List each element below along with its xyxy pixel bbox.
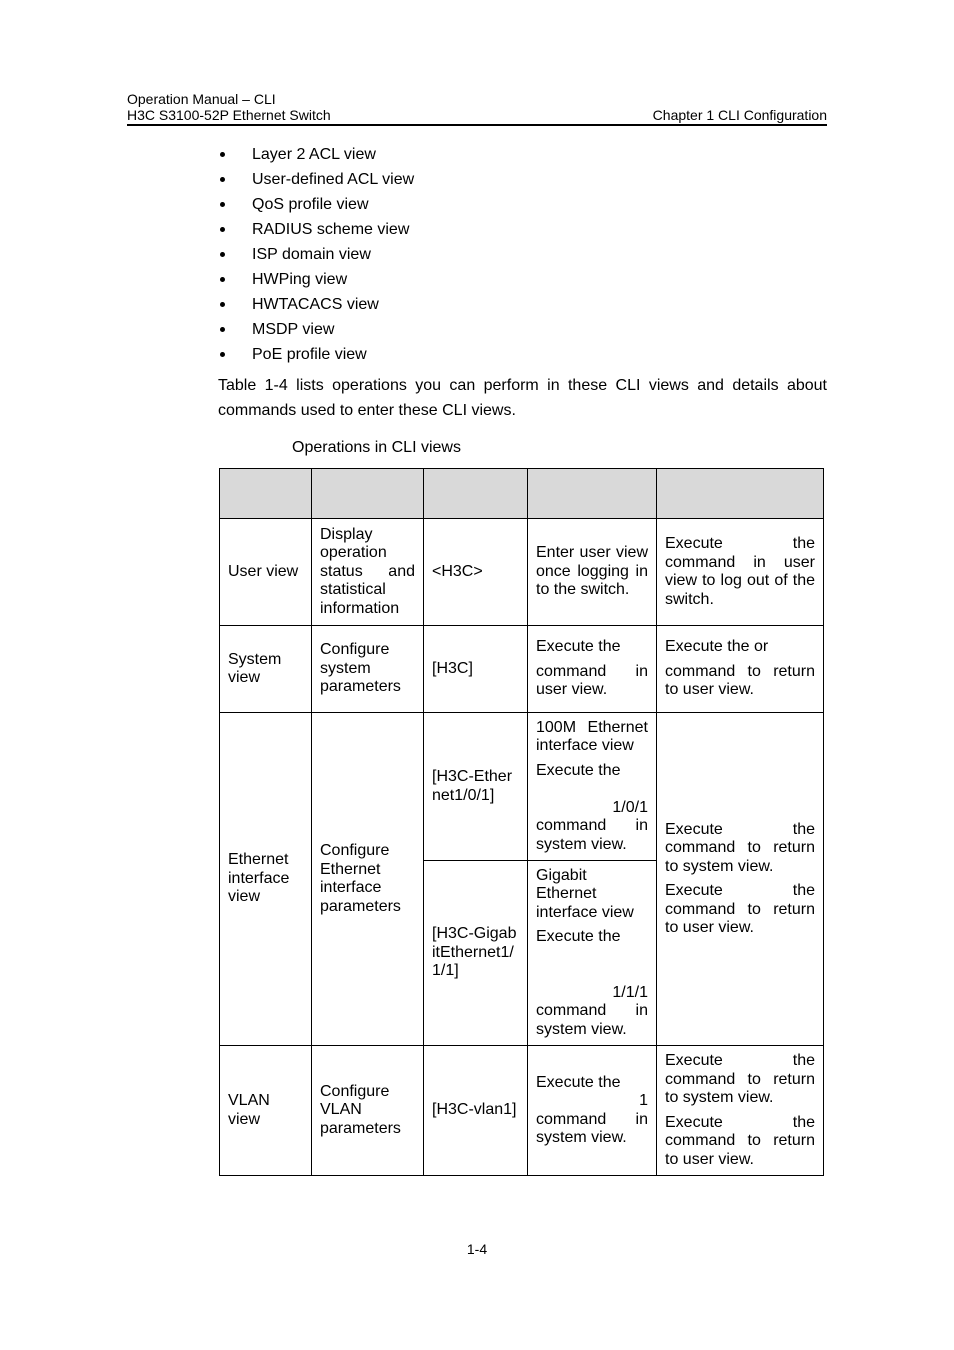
- list-item: [218, 192, 414, 217]
- table-row: [220, 713, 824, 861]
- cell-quit: Execute the command in user view to log out of the switch.: [657, 519, 824, 626]
- enter-command-text: Execute the: [536, 928, 621, 946]
- view-list: [218, 142, 414, 367]
- list-item-label: MSDP view: [252, 321, 335, 338]
- list-item-label: ISP domain view: [252, 246, 371, 263]
- cell-quit: [657, 626, 824, 713]
- list-item-label: User-defined ACL view: [252, 171, 415, 188]
- bullet-icon: [220, 227, 225, 232]
- header-product-name: H3C S3100-52P Ethernet Switch: [127, 107, 331, 123]
- cell-view: VLAN view: [220, 1046, 312, 1176]
- quit-command-text: Execute the command to return to user view.: [665, 1113, 815, 1168]
- list-item-label: Layer 2 ACL view: [252, 146, 376, 163]
- table-row: [220, 519, 824, 626]
- bullet-icon: [220, 352, 225, 357]
- header-cell: [528, 469, 657, 519]
- header-chapter: Chapter 1 CLI Configuration: [652, 107, 827, 123]
- cell-enter: [528, 1046, 657, 1176]
- enter-interface-number: 1/1/1: [612, 983, 648, 1001]
- enter-interface-title: Gigabit Ethernet interface view: [536, 866, 634, 921]
- list-item: [218, 267, 414, 292]
- intro-paragraph: Table 1-4 lists operations you can perform in these CLI views and details about commands used to enter these CLI views.: [218, 377, 827, 419]
- cell-prompt: <H3C>: [424, 519, 528, 626]
- page-number: 1-4: [466, 1241, 488, 1257]
- quit-command-text: command to return to user view.: [665, 662, 815, 699]
- cell-quit: [657, 1046, 824, 1176]
- cell-prompt: [H3C-vlan1]: [424, 1046, 528, 1176]
- enter-interface-number: 1/0/1: [612, 798, 648, 816]
- cell-operation: Configure system parameters: [312, 626, 424, 713]
- cell-enter: Enter user view once logging in to the switch.: [528, 519, 657, 626]
- enter-interface-title: 100M Ethernet interface view: [536, 718, 648, 755]
- enter-command-text: command in system view.: [536, 1002, 648, 1038]
- list-item: [218, 142, 414, 167]
- list-item: [218, 242, 414, 267]
- quit-command-text: Execute the command to return to system view.: [665, 1052, 815, 1106]
- cell-quit: [657, 713, 824, 1046]
- cell-view: User view: [220, 519, 312, 626]
- header-cell: [657, 469, 824, 519]
- header-rule: [127, 124, 827, 126]
- bullet-icon: [220, 152, 225, 157]
- cell-prompt: [H3C]: [424, 626, 528, 713]
- quit-command-text: Execute the or: [665, 638, 769, 656]
- header-cell: [220, 469, 312, 519]
- table-row: [220, 1046, 824, 1176]
- enter-command-text: command in system view.: [536, 817, 648, 853]
- bullet-icon: [220, 252, 225, 257]
- cell-enter: [528, 861, 657, 1046]
- header-manual-title: Operation Manual – CLI: [127, 91, 276, 107]
- bullet-icon: [220, 177, 225, 182]
- cell-prompt: [H3C-GigabitEthernet1/1/1]: [424, 861, 528, 1046]
- enter-command-text: Execute the: [536, 1073, 621, 1091]
- enter-command-text: Execute the: [536, 638, 621, 656]
- bullet-icon: [220, 327, 225, 332]
- enter-command-text: Execute the: [536, 761, 621, 779]
- list-item: [218, 292, 414, 317]
- bullet-icon: [220, 202, 225, 207]
- list-item-label: RADIUS scheme view: [252, 221, 410, 238]
- enter-command-text: command in user view.: [536, 662, 648, 699]
- enter-command-text: command in system view.: [536, 1110, 648, 1146]
- cell-operation: Configure Ethernet interface parameters: [312, 713, 424, 1046]
- bullet-icon: [220, 277, 225, 282]
- list-item: [218, 167, 414, 192]
- cell-operation: Display operation status and statistical information: [312, 519, 424, 626]
- cell-operation: Configure VLAN parameters: [312, 1046, 424, 1176]
- cell-enter: [528, 626, 657, 713]
- list-item-label: HWPing view: [252, 271, 348, 288]
- enter-vlan-number: 1: [639, 1092, 648, 1109]
- quit-command-text: Execute the command to return to user view.: [665, 882, 815, 936]
- cell-enter: [528, 713, 657, 861]
- quit-command-text: Execute the command to return to system view.: [665, 820, 815, 875]
- bullet-icon: [220, 302, 225, 307]
- list-item: [218, 217, 414, 242]
- list-item-label: QoS profile view: [252, 196, 369, 213]
- header-cell: [424, 469, 528, 519]
- cell-view: Ethernet interface view: [220, 713, 312, 1046]
- cell-prompt: [H3C-Ethernet1/0/1]: [424, 713, 528, 861]
- header-cell: [312, 469, 424, 519]
- table-caption: Operations in CLI views: [292, 439, 461, 456]
- cell-view: System view: [220, 626, 312, 713]
- list-item-label: PoE profile view: [252, 346, 367, 363]
- list-item-label: HWTACACS view: [252, 296, 379, 313]
- list-item: [218, 342, 414, 367]
- table-header-row: [220, 469, 824, 519]
- table-row: [220, 626, 824, 713]
- list-item: [218, 317, 414, 342]
- cli-views-table: [219, 468, 824, 1176]
